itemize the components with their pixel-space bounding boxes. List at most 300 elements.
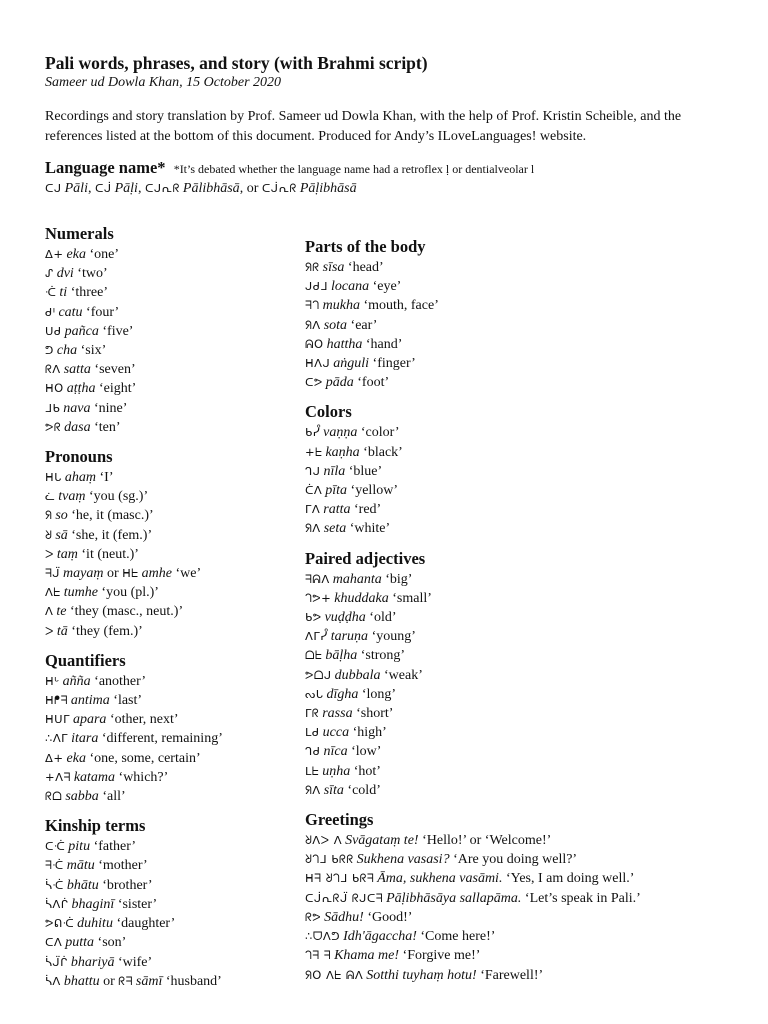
brahmi-script: ᕗᖇ [45, 419, 62, 434]
separator: , [87, 181, 95, 196]
pali-word: mātu [66, 858, 95, 874]
brahmi-script: ᖷᘃ [305, 298, 320, 313]
vocab-entry [45, 341, 295, 360]
vocab-section [305, 548, 745, 800]
gloss: ‘Are you doing well?’ [453, 852, 578, 868]
pali-word: pañca [64, 323, 99, 339]
vocab-entry [305, 570, 745, 589]
vocab-entry [45, 914, 295, 933]
pali-word: eka [66, 750, 86, 766]
gloss: ‘father’ [93, 839, 137, 855]
brahmi-script: ᘃᕗ+ [305, 590, 332, 605]
pali-word: eka [66, 247, 86, 262]
brahmi-script: ᑌᑯ [45, 323, 62, 338]
vocab-entry [305, 589, 745, 608]
gloss: ‘young’ [371, 629, 416, 645]
gloss: ‘long’ [361, 686, 397, 702]
gloss: ‘seven’ [94, 362, 136, 378]
gloss: ‘white’ [349, 521, 391, 537]
pali-word: dīgha [326, 686, 359, 702]
pali-word: Pāḷi [114, 181, 138, 196]
gloss: ‘Yes, I am doing well.’ [505, 871, 635, 887]
pali-word: bhaginī [71, 896, 115, 912]
gloss: ‘one’ [89, 247, 119, 262]
language-name-forms [45, 179, 725, 198]
brahmi-script: ᑕᒍ [45, 181, 62, 195]
gloss: or [103, 973, 115, 989]
vocab-entry [305, 762, 745, 781]
gloss: ‘she, it (fem.)’ [71, 527, 153, 543]
gloss: ‘hot’ [353, 763, 381, 779]
gloss: ‘strong’ [360, 648, 406, 664]
pali-word: añña [62, 673, 91, 689]
brahmi-script: ᒧᑲ [45, 400, 61, 415]
vocab-entry [305, 646, 745, 665]
pali-word: sā [55, 527, 68, 543]
section-heading: Quantifiers [45, 650, 126, 670]
brahmi-script: ᒥᐱ [305, 502, 321, 517]
pali-word: pāda [325, 375, 354, 391]
vocab-entry [305, 850, 745, 869]
brahmi-script: ᔑ [45, 266, 54, 281]
brahmi-script: ᑕᒎᕆᖇᒏ ᖇᒍᑕᖷ [305, 890, 384, 905]
vocab-entry [45, 876, 295, 895]
language-name-heading [45, 158, 725, 179]
gloss: ‘weak’ [384, 667, 423, 683]
vocab-entry [305, 423, 745, 442]
gloss: ‘ear’ [350, 317, 378, 333]
vocab-entry [45, 379, 295, 398]
section-heading: Paired adjectives [305, 548, 426, 568]
gloss: ‘Good!’ [367, 909, 413, 925]
gloss: ‘daughter’ [116, 916, 176, 932]
vocab-entry [305, 354, 745, 373]
brahmi-script: ᕗᕠᑣ [45, 916, 75, 931]
pali-word: sīsa [322, 260, 345, 275]
vocab-entry [45, 583, 295, 602]
brahmi-script: ᕼᖶ [122, 566, 139, 581]
gloss: ‘head’ [347, 260, 384, 275]
vocab-entry [305, 723, 745, 742]
right-column [305, 236, 745, 994]
pali-word: nava [63, 400, 91, 416]
vocab-entry [305, 742, 745, 761]
brahmi-script: ᑯᑊ [45, 304, 56, 319]
brahmi-script: ᖆᐱ [305, 317, 321, 332]
gloss: ‘ten’ [94, 419, 121, 435]
vocab-entry [45, 622, 295, 641]
doc-subtitle: Sameer ud Dowla Khan, 15 October 2020 [45, 75, 282, 90]
brahmi-script: ᖆ [45, 508, 53, 523]
vocab-entry [45, 749, 295, 768]
brahmi-script: ᗝᖶ [305, 648, 323, 663]
pali-word: dubbala [334, 667, 381, 683]
gloss: ‘short’ [356, 706, 394, 722]
brahmi-script: ᓛ [45, 489, 56, 504]
intro-paragraph: Recordings and story translation by Prof. Sameer ud Dowla Khan, with the help of Prof. Kristin Scheible, and the references listed at the bottom of this document. Produced for Andy’s ILoveLanguages! website. [45, 109, 682, 144]
vocab-entry [305, 627, 745, 646]
brahmi-script: ᕤ [45, 343, 54, 358]
vocab-entry [45, 856, 295, 875]
vocab-entry [45, 245, 295, 264]
brahmi-script: ᐃ+ [45, 750, 64, 765]
brahmi-script: ᑲᓮ [305, 425, 321, 440]
pali-word: taruṇa [330, 629, 369, 645]
brahmi-script: ᕼᖰᖷ [45, 693, 68, 708]
gloss: ‘another’ [94, 673, 146, 689]
gloss: ‘he, it (masc.)’ [71, 508, 154, 524]
pali-word: satta [63, 362, 91, 378]
vocab-entry [45, 787, 295, 806]
brahmi-script: ᐱ [45, 604, 54, 619]
vocab-entry [45, 360, 295, 379]
vocab-entry [305, 373, 745, 392]
brahmi-script: ᖈᐱᐳ ᐱ [305, 833, 343, 848]
pali-word: seta [323, 521, 347, 537]
pali-word: Sukhena vasasi? [356, 852, 450, 868]
vocab-entry [45, 837, 295, 856]
vocab-entry [45, 602, 295, 621]
brahmi-script: ᑕᒎ [94, 181, 112, 195]
vocab-entry [45, 691, 295, 710]
gloss: ‘big’ [385, 571, 413, 587]
vocab-entry [305, 685, 745, 704]
pali-word: locana [330, 279, 370, 295]
pali-word: bhattu [63, 973, 100, 989]
pali-word: bhariyā [70, 954, 115, 970]
pali-word: Pāli [64, 181, 88, 196]
gloss: ‘different, remaining’ [101, 731, 223, 747]
brahmi-script: ᐃ+ [45, 247, 64, 261]
gloss: ‘finger’ [372, 356, 416, 372]
pali-word: te [56, 604, 67, 620]
pali-word: Āma, sukhena vasāmi. [377, 871, 503, 887]
vocab-entry [305, 500, 745, 519]
gloss: ‘nine’ [93, 400, 128, 416]
vocab-entry [305, 781, 745, 800]
pali-word: mahanta [332, 571, 382, 587]
gloss: ‘five’ [102, 323, 134, 339]
gloss: ‘hand’ [365, 336, 403, 352]
left-column [45, 223, 295, 1000]
brahmi-script: +ᐱᖷ [45, 769, 71, 784]
gloss: ‘eye’ [372, 279, 402, 295]
pali-word: sāmī [135, 973, 163, 989]
doc-title: Pali words, phrases, and story (with Brahmi script) [45, 53, 428, 73]
vocab-entry [305, 869, 745, 888]
gloss: ‘you (sg.)’ [89, 489, 149, 505]
brahmi-script: ᖈᘃᒧ ᑲᖇᖇ [305, 852, 354, 867]
pali-word: aṅguli [333, 356, 370, 372]
gloss: ‘one, some, certain’ [89, 750, 201, 766]
pali-word: catu [58, 304, 83, 320]
gloss: ‘foot’ [357, 375, 390, 391]
vocab-section [45, 223, 295, 437]
gloss: ‘red’ [354, 502, 382, 518]
section-heading: Parts of the body [305, 237, 426, 256]
pali-word: Idh'āgaccha! [343, 929, 417, 945]
brahmi-script: ᐱᖶ [45, 585, 61, 600]
vocab-entry [45, 972, 295, 991]
vocab-entry [305, 258, 745, 277]
pali-word: ratta [323, 502, 351, 518]
pali-word: antima [70, 693, 110, 709]
gloss: ‘I’ [99, 470, 114, 486]
brahmi-script: +ᖶ [305, 444, 323, 459]
brahmi-script: ᖇᗝ [45, 789, 63, 804]
pali-word: itara [71, 731, 99, 747]
pali-word: hattha [326, 336, 363, 352]
brahmi-script: ᑣ [45, 285, 57, 300]
pali-word: putta [65, 935, 95, 951]
vocab-section [305, 401, 745, 538]
gloss: ‘it (neut.)’ [81, 546, 139, 562]
pali-word: rassa [322, 706, 353, 722]
language-name-block [45, 158, 725, 198]
vocab-entry [305, 908, 745, 927]
brahmi-script: ᒪᖶ [305, 763, 320, 778]
pali-word: mayaṃ [63, 566, 104, 582]
brahmi-script: ᖇᖷ [118, 973, 133, 988]
gloss: ‘sister’ [117, 896, 158, 912]
pali-word: sabba [65, 789, 99, 805]
pali-word: amhe [141, 566, 172, 582]
language-name-title: Language name* [45, 158, 166, 177]
gloss: ‘Let’s speak in Pali.’ [524, 890, 641, 906]
gloss: ‘Forgive me!’ [402, 948, 481, 964]
section-heading: Pronouns [45, 447, 113, 467]
brahmi-script: ᕼᐱᒍ [305, 356, 331, 371]
pali-word: cha [56, 343, 78, 359]
brahmi-script: ᖈ [45, 527, 53, 542]
gloss: ‘they (masc., neut.)’ [69, 604, 184, 620]
pali-word: taṃ [56, 546, 78, 562]
pali-word: pīta [325, 483, 348, 499]
brahmi-script: ᑕᒎᕆᖇ [261, 181, 297, 195]
brahmi-script: ᕼO [45, 381, 64, 396]
vocab-entry [45, 487, 295, 506]
gloss: ‘eight’ [98, 381, 137, 397]
pali-word: ti [59, 285, 68, 301]
language-name-note: *It’s debated whether the language name had a retroflex ḷ or dentialveolar l [173, 162, 535, 176]
brahmi-script: ᖷᑣ [45, 858, 64, 873]
brahmi-script: ᖆᐱ [305, 521, 321, 536]
brahmi-script: ᓵᒏᒌ [45, 954, 68, 969]
brahmi-script: ᐱᒥᓮ [305, 629, 328, 644]
pali-word: aṭṭha [66, 381, 96, 397]
pali-word: nīla [323, 463, 346, 479]
brahmi-script: ᕱO [305, 336, 324, 351]
brahmi-script: ᖷᕱᐱ [305, 571, 330, 586]
pali-word: sota [323, 317, 348, 333]
gloss: ‘mother’ [98, 858, 148, 874]
brahmi-script: ᑲᕗ [305, 610, 322, 625]
gloss: ‘other, next’ [109, 712, 179, 728]
pali-word: bāḷha [325, 648, 358, 664]
section-heading: Numerals [45, 224, 114, 243]
pali-word: apara [72, 712, 107, 728]
pali-word: Pālibhāsā [182, 181, 240, 196]
brahmi-script: ᘃᖷ ᖷ [305, 948, 332, 963]
gloss: ‘Hello!’ or ‘Welcome!’ [422, 833, 552, 849]
separator: , or [239, 181, 262, 196]
vocab-entry [45, 933, 295, 952]
gloss: ‘which?’ [118, 769, 169, 785]
pali-word: sīta [323, 782, 344, 798]
gloss: ‘Farewell!’ [480, 967, 544, 983]
gloss: ‘all’ [102, 789, 126, 805]
vocab-entry [305, 316, 745, 335]
gloss: ‘small’ [392, 590, 432, 606]
gloss: ‘they (fem.)’ [71, 623, 143, 639]
gloss: ‘mouth, face’ [363, 298, 439, 314]
pali-word: khuddaka [334, 590, 389, 606]
section-heading: Greetings [305, 810, 374, 830]
gloss: ‘low’ [351, 744, 382, 760]
vocab-entry [45, 729, 295, 748]
pali-word: Pāḷibhāsā [299, 181, 357, 196]
vocab-entry [45, 545, 295, 564]
vocab-entry [45, 399, 295, 418]
brahmi-script: ∴ᐱᒥ [45, 731, 69, 746]
vocab-section [45, 446, 295, 641]
pali-word: Khama me! [334, 948, 400, 964]
gloss: ‘you (pl.)’ [101, 585, 159, 601]
vocab-entry [45, 322, 295, 341]
brahmi-script: ᕼᒐ [45, 470, 62, 485]
vocab-section [45, 650, 295, 806]
vocab-entry [45, 526, 295, 545]
pali-word: Svāgataṃ te! [345, 833, 419, 849]
pali-word: vuḍḍha [324, 610, 366, 626]
gloss: ‘last’ [113, 693, 143, 709]
brahmi-script: ᕗᗝᒍ [305, 667, 332, 682]
pali-word: tvaṃ [58, 489, 86, 505]
vocab-entry [305, 608, 745, 627]
pali-word: tā [56, 623, 68, 639]
brahmi-script: ᑕᐱ [45, 935, 63, 950]
gloss: ‘son’ [97, 935, 127, 951]
vocab-entry [305, 831, 745, 850]
vocab-entry [45, 468, 295, 487]
pali-word: tumhe [63, 585, 98, 601]
brahmi-script: ᑖᐱ [305, 483, 323, 498]
gloss: ‘cold’ [347, 782, 381, 798]
pali-word: dvi [56, 266, 74, 282]
gloss: ‘brother’ [102, 877, 153, 893]
pali-word: kaṇha [325, 444, 360, 460]
gloss: ‘three’ [70, 285, 108, 301]
document-header [45, 52, 725, 198]
vocab-entry [45, 506, 295, 525]
pali-word: Pāḷibhāsāya sallapāma. [386, 890, 522, 906]
brahmi-script: ᒪᑯ [305, 725, 320, 740]
gloss: ‘six’ [80, 343, 107, 359]
vocab-entry [305, 666, 745, 685]
vocab-section [45, 815, 295, 991]
vocab-entry [305, 277, 745, 296]
gloss: ‘blue’ [348, 463, 383, 479]
vocab-entry [45, 953, 295, 972]
section-heading: Colors [305, 402, 352, 422]
vocab-entry [305, 946, 745, 965]
vocab-entry [45, 710, 295, 729]
brahmi-script: ᐳ [45, 546, 54, 561]
brahmi-script: ᓵᐱ [45, 973, 61, 988]
vocab-entry [305, 296, 745, 315]
gloss: ‘old’ [369, 610, 397, 626]
brahmi-script: ᖆO ᐱᖶ ᕱᐱ [305, 967, 364, 982]
brahmi-script: ᑕᑣ [45, 839, 66, 854]
separator: , [137, 181, 145, 196]
gloss: ‘Come here!’ [420, 929, 496, 945]
pali-word: pitu [68, 839, 91, 855]
pali-word: katama [73, 769, 116, 785]
vocab-entry [45, 768, 295, 787]
vocab-entry [45, 564, 295, 583]
vocab-entry [45, 283, 295, 302]
vocab-section [305, 809, 745, 985]
brahmi-script: ᒉᒍ [305, 463, 321, 478]
brahmi-script: ∴ᗜᐱᕤ [305, 929, 341, 944]
pali-word: Sotthi tuyhaṃ hotu! [366, 967, 477, 983]
brahmi-script: ᐳ [45, 623, 54, 638]
brahmi-script: ᔓᒐ [305, 686, 324, 701]
gloss: ‘black’ [363, 444, 403, 460]
vocab-entry [305, 443, 745, 462]
gloss: ‘yellow’ [350, 483, 398, 499]
vocab-entry [45, 895, 295, 914]
vocab-entry [45, 303, 295, 322]
pali-word: vaṇṇa [323, 425, 358, 441]
brahmi-script: ᑕᕗ [305, 375, 323, 390]
vocab-entry [305, 519, 745, 538]
brahmi-script: ᓵᑣ [45, 877, 64, 892]
gloss: ‘four’ [86, 304, 120, 320]
pali-word: mukha [322, 298, 360, 314]
pali-word: uṇha [322, 763, 351, 779]
brahmi-script: ᒉᑯ [305, 744, 321, 759]
gloss: ‘two’ [77, 266, 108, 282]
vocab-section [305, 236, 745, 392]
gloss: ‘husband’ [165, 973, 222, 989]
vocab-entry [305, 481, 745, 500]
vocab-entry [305, 927, 745, 946]
brahmi-script: ᒍᑯᒧ [305, 279, 328, 294]
brahmi-script: ᖇᐱ [45, 362, 61, 377]
brahmi-script: ᖆᖇ [305, 260, 320, 274]
gloss: ‘wife’ [117, 954, 153, 970]
brahmi-script: ᖇᕗ [305, 909, 322, 924]
vocab-entry [305, 335, 745, 354]
brahmi-script: ᕼᖷ ᖈᘃᒧ ᑲᖇᖷ [305, 871, 375, 886]
pali-word: Sādhu! [324, 909, 364, 925]
section-heading: Kinship terms [45, 816, 146, 836]
vocab-entry [305, 704, 745, 723]
brahmi-script: ᖷᒏ [45, 566, 61, 581]
pali-word: ahaṃ [64, 470, 96, 486]
pali-word: bhātu [66, 877, 99, 893]
gloss: ‘we’ [175, 566, 202, 582]
pali-word: nīca [323, 744, 348, 760]
vocab-entry [45, 418, 295, 437]
brahmi-script: ᓵᐱᒌ [45, 896, 69, 911]
gloss: ‘high’ [352, 725, 387, 741]
vocab-entry [305, 889, 745, 908]
brahmi-script: ᖆᐱ [305, 782, 321, 797]
gloss: ‘color’ [360, 425, 400, 441]
brahmi-script: ᒥᖇ [305, 706, 320, 721]
